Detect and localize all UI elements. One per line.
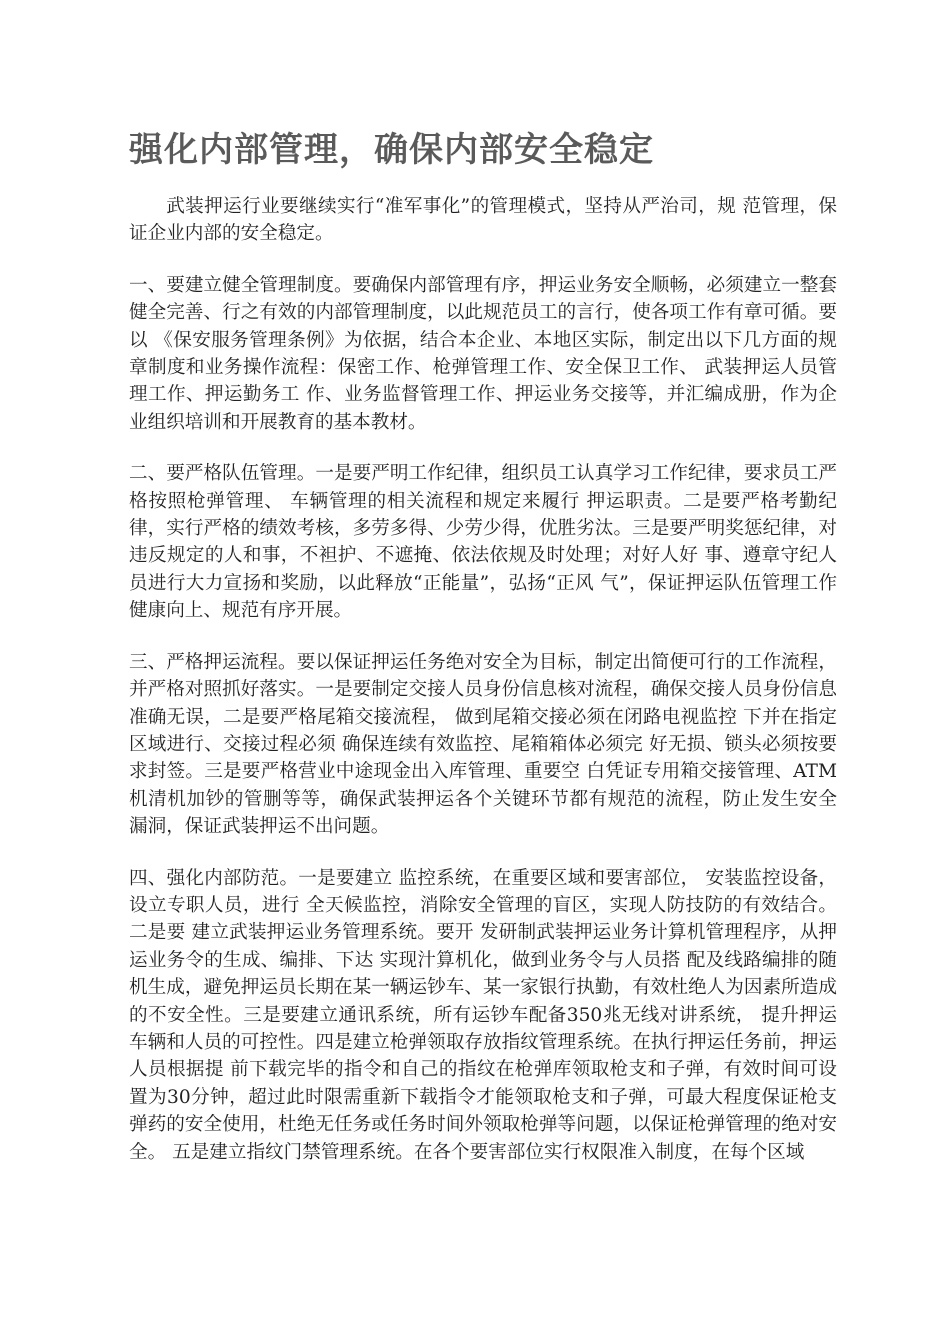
paragraph-team-management: 二、要严格队伍管理。一是要严明工作纪律，组织员工认真学习工作纪律，要求员工严格按照枪弹管理、 车辆管理的相关流程和规定来履行 押运职责。二是要严格考勤纪律，实行严格的绩效考核，多劳多得、少劳少得，优胜劣汰。三是要严明奖惩纪律，对违反规定的人和事，不袒护、不遮掩、依法依规及时处理；对好人好 事、遵章守纪人员进行大力宣扬和奖励，以此释放“正能量”，弘扬“正风 气”，保证押运队伍管理工作健康向上、规范有序开展。	[129, 463, 837, 622]
document-body	[129, 193, 837, 1190]
paragraph-management-system: 一、要建立健全管理制度。要确保内部管理有序，押运业务安全顺畅，必须建立一整套健全完善、行之有效的内部管理制度，以此规范员工的言行，使各项工作有章可循。要以 《保安服务管理条例》为依据，结合本企业、本地区实际，制定出以下几方面的规章制度和业务操作流程：保密工作、枪弹管理工作、安全保卫工作、 武装押运人员管理工作、押运勤务工 作、业务监督管理工作、押运业务交接等，并汇编成册，作为企业组织培训和开展教育的基本教材。	[129, 274, 837, 433]
paragraph-internal-prevention: 四、强化内部防范。一是要建立 监控系统，在重要区域和要害部位， 安装监控设备，设立专职人员，进行 全天候监控，消除安全管理的盲区，实现人防技防的有效结合。二是要 建立武装押运业务管理系统。要开 发研制武装押运业务计算机管理程序，从押运业务令的生成、编排、下达 实现汁算机化，做到业务令与人员搭 配及线路编排的随机生成，避免押运员长期在某一辆运钞车、某一家银行执勤，有效杜绝人为因素所造成的不安全性。三是要建立通讯系统，所有运钞车配备350兆无线对讲系统， 提升押运车辆和人员的可控性。四是建立枪弹领取存放指纹管理系统。在执行押运任务前，押运人员根据提 前下载完毕的指令和自己的指纹在枪弹库领取枪支和子弹，有效时间可设置为30分钟，超过此时限需重新下载指令才能领取枪支和子弹，可最大程度保证枪支弹药的安全使用，杜绝无任务或任务时间外领取枪弹等问题，以保证枪弹管理的绝对安全。 五是建立指纹门禁管理系统。在各个要害部位实行权限准入制度，在每个区域	[129, 867, 837, 1163]
intro-paragraph: 武装押运行业要继续实行“准军事化”的管理模式，坚持从严治司，规 范管理，保证企业内部的安全稳定。	[129, 196, 837, 245]
document-title: 强化内部管理，确保内部安全稳定	[129, 130, 654, 170]
paragraph-escort-process: 三、严格押运流程。要以保证押运任务绝对安全为目标，制定出简便可行的工作流程，并严格对照抓好落实。一是要制定交接人员身份信息核对流程，确保交接人员身份信息准确无误，二是要严格尾箱交接流程， 做到尾箱交接必须在闭路电视监控 下并在指定区域进行、交接过程必须 确保连续有效监控、尾箱箱体必须完 好无损、锁头必须按要求封签。三是要严格营业中途现金出入库管理、重要空 白凭证专用箱交接管理、ATM机清机加钞的管删等等，确保武装押运各个关键环节都有规范的流程，防止发生安全 漏洞，保证武装押运不出问题。	[129, 651, 837, 838]
